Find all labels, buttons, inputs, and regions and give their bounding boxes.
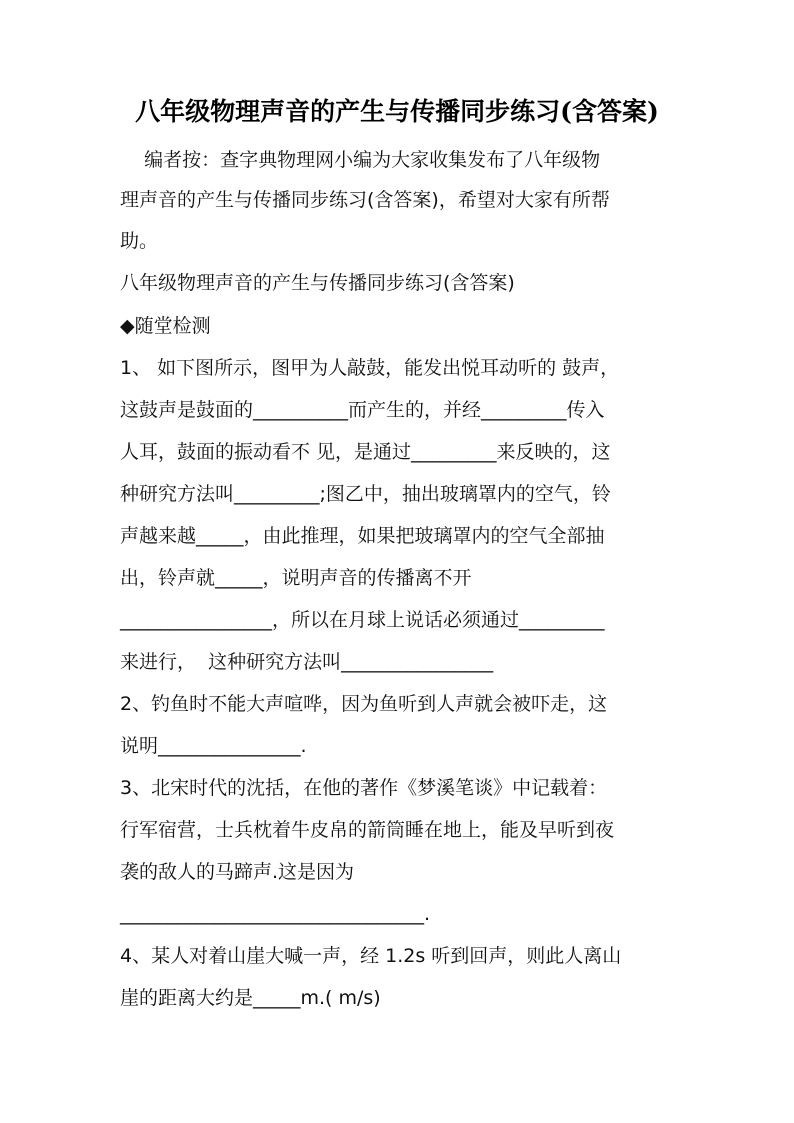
question-3-line-3: 袭的敌人的马蹄声.这是因为 — [120, 861, 355, 883]
question-3-line-1: 3、北宋时代的沈括，在他的著作《梦溪笔谈》中记载着： — [120, 777, 608, 799]
question-1-line-5: 声越来越_____，由此推理，如果把玻璃罩内的空气全部抽 — [120, 525, 605, 547]
question-1-line-1: 1、 如下图所示，图甲为人敲鼓，能发出悦耳动听的 鼓声， — [120, 357, 620, 379]
question-2-line-2: 说明_______________. — [120, 735, 307, 757]
question-1-line-3: 人耳，鼓面的振动看不 见，是通过_________来反映的，这 — [120, 441, 611, 463]
question-1-line-8: 来进行， 这种研究方法叫________________ — [120, 651, 494, 673]
question-1-line-7: ________________，所以在月球上说话必须通过_________ — [120, 609, 605, 631]
question-1-line-6: 出，铃声就_____，说明声音的传播离不开 — [120, 567, 472, 589]
question-2-line-1: 2、钓鱼时不能大声喧哗，因为鱼听到人声就会被吓走，这 — [120, 693, 608, 715]
intro-line-3: 助。 — [120, 230, 159, 252]
section-heading: ◆随堂检测 — [120, 315, 211, 337]
question-3-line-4: ________________________________. — [120, 903, 431, 925]
question-3-line-2: 行军宿营，士兵枕着牛皮帛的箭筒睡在地上，能及早听到夜 — [120, 819, 615, 841]
subtitle-line: 八年级物理声音的产生与传播同步练习(含答案) — [120, 272, 515, 294]
question-1-line-4: 种研究方法叫_________;图乙中，抽出玻璃罩内的空气，铃 — [120, 483, 611, 505]
question-4-line-1: 4、某人对着山崖大喊一声，经 1.2s 听到回声，则此人离山 — [120, 945, 622, 967]
question-4-line-2: 崖的距离大约是_____m.( m/s) — [120, 987, 381, 1009]
question-1-line-2: 这鼓声是鼓面的__________而产生的，并经_________传入 — [120, 399, 605, 421]
document-title: 八年级物理声音的产生与传播同步练习(含答案) — [135, 97, 659, 126]
intro-line-1: 编者按：查字典物理网小编为大家收集发布了八年级物 — [120, 149, 601, 171]
intro-line-2: 理声音的产生与传播同步练习(含答案)，希望对大家有所帮 — [120, 189, 610, 211]
